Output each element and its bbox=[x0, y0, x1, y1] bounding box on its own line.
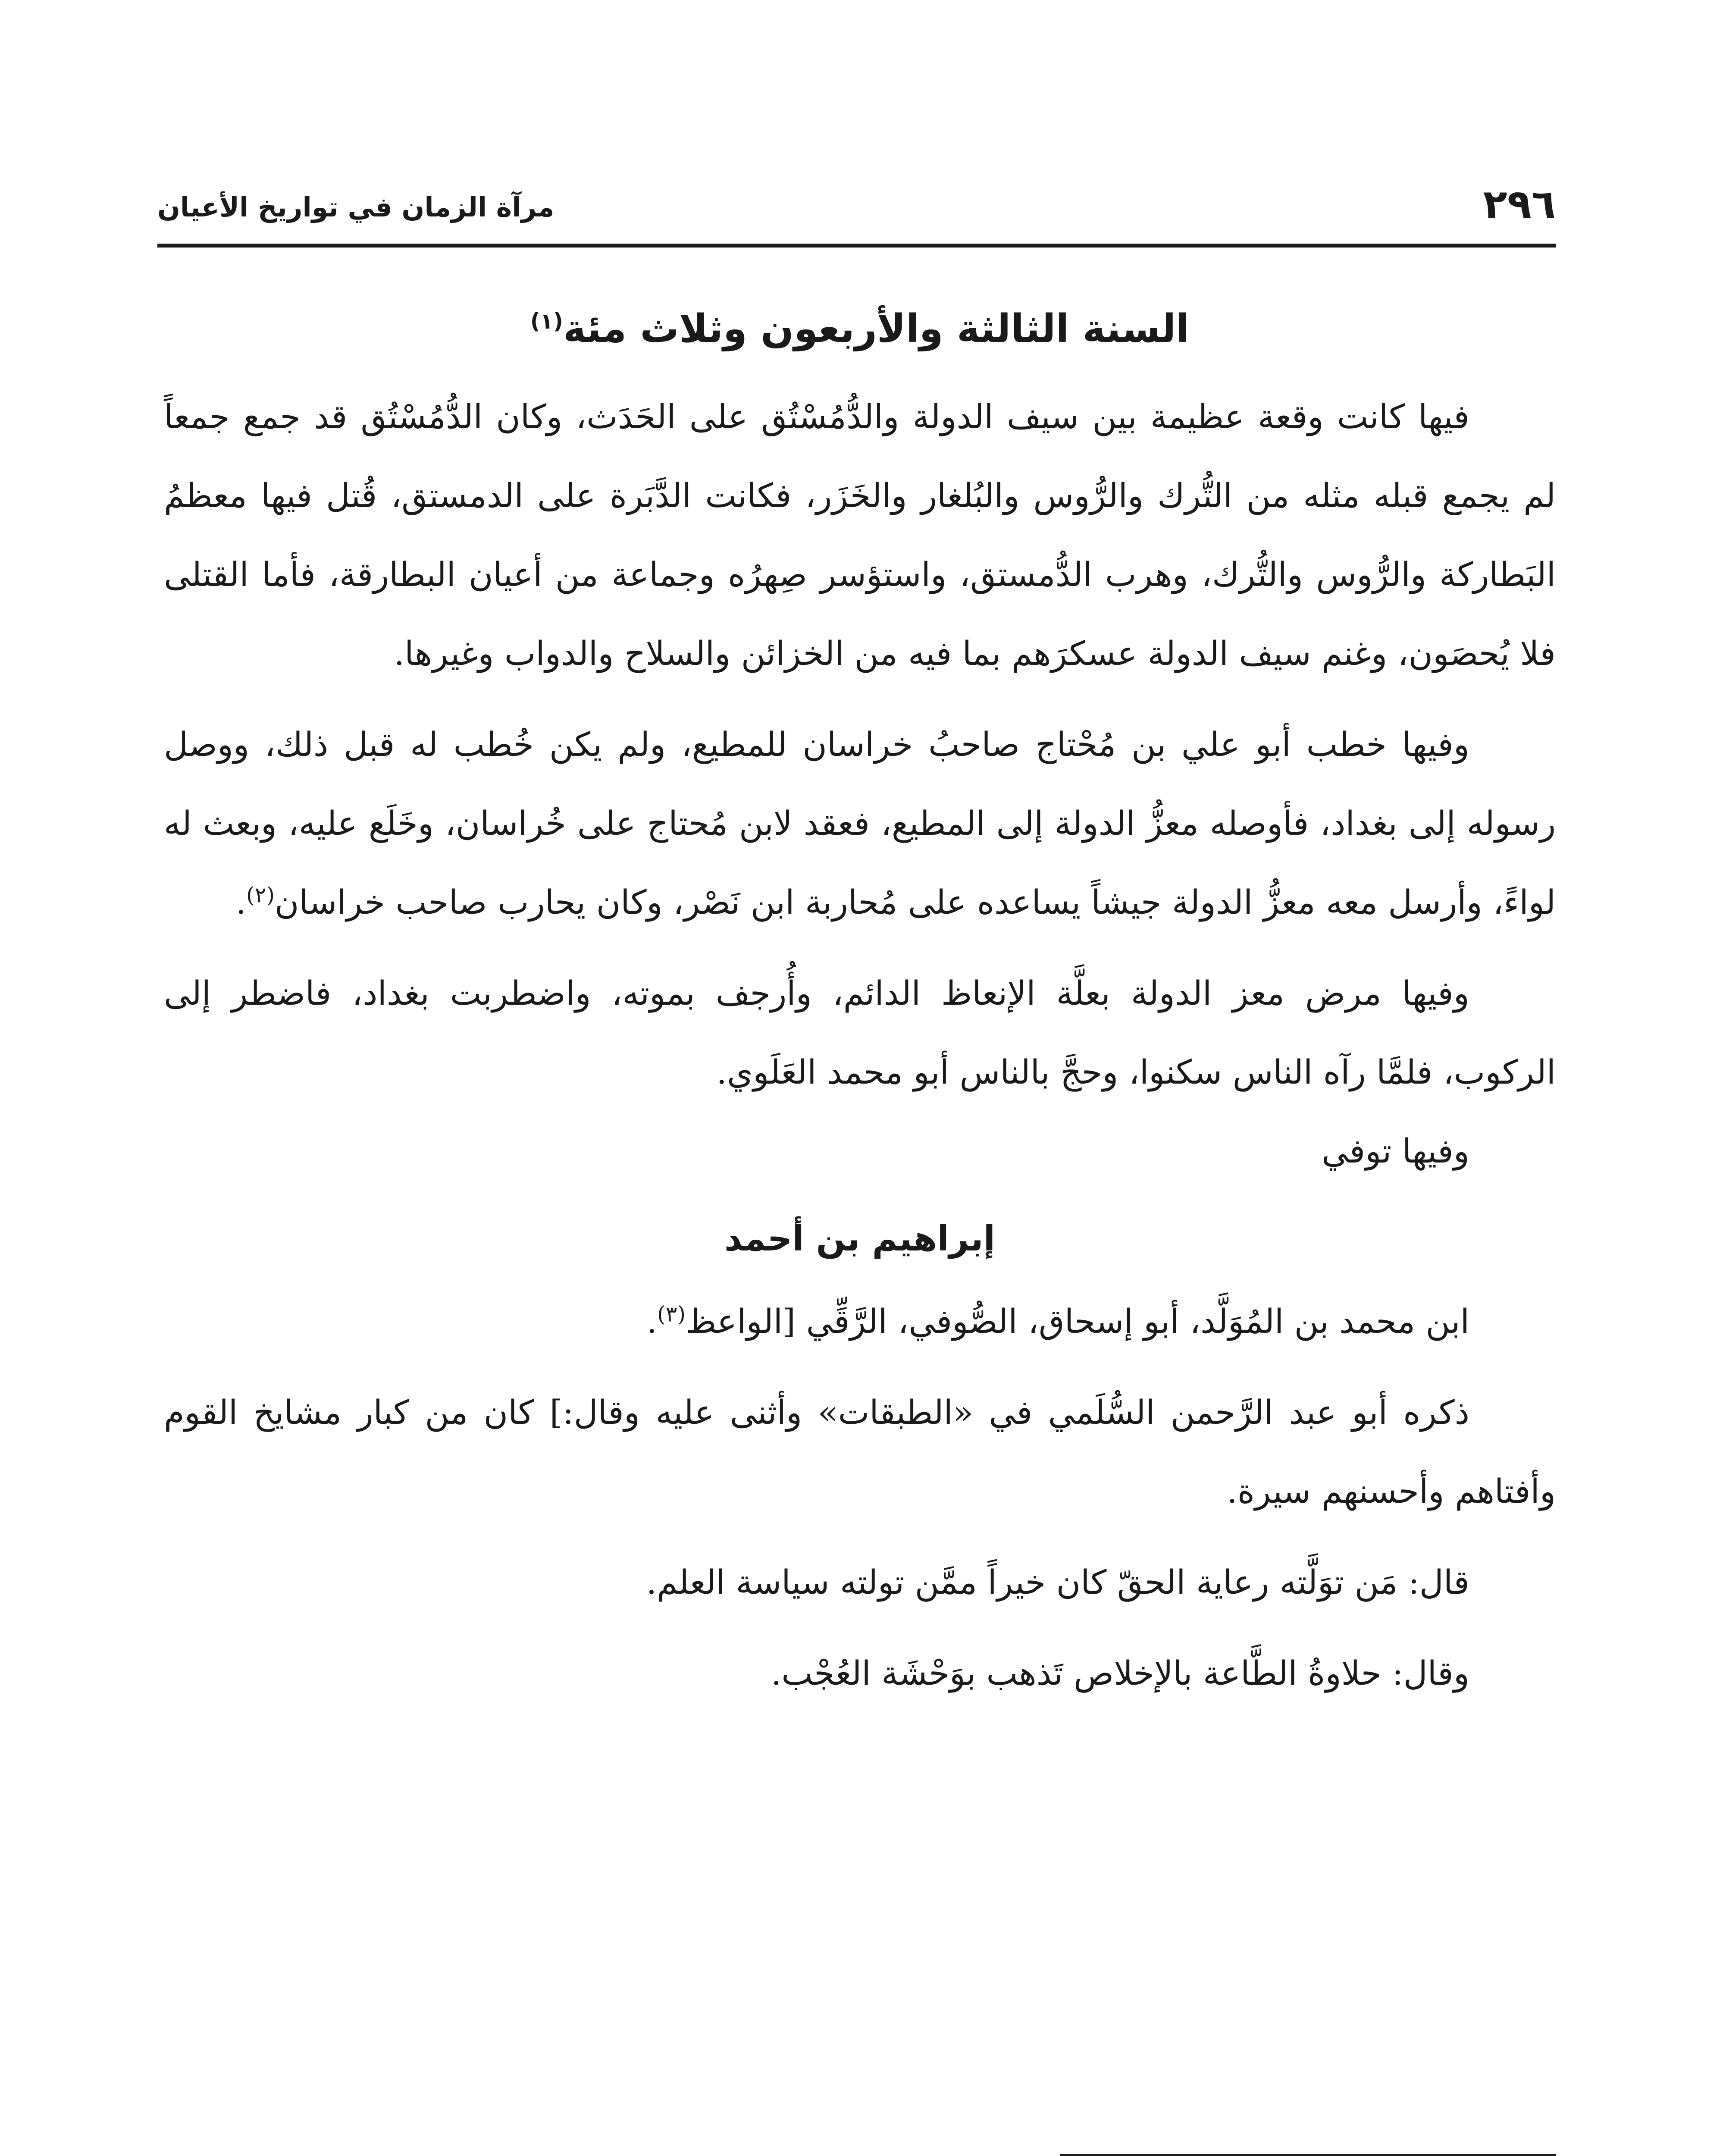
person-lineage bbox=[164, 1282, 1556, 1361]
page-number: ٢٩٦ bbox=[1483, 181, 1556, 227]
paragraph-illness: وفيها مرض معز الدولة بعلَّة الإنعاظ الدائم، وأُرجف بموته، واضطربت بغداد، فاضطر إلى الركوب، فلمَّا رآه الناس سكنوا، وحجَّ بالناس أبو محمد العَلَوي. bbox=[164, 975, 1556, 1092]
main-text bbox=[164, 302, 1556, 1713]
person-description: ذكره أبو عبد الرَّحمن السُّلَمي في «الطبقات» وأثنى عليه وقال:] كان من كبار مشايخ القوم وأفتاهم وأحسنهم سيرة. bbox=[164, 1394, 1556, 1511]
paragraph-battle: فيها كانت وقعة عظيمة بين سيف الدولة والدُّمُسْتُق على الحَدَث، وكان الدُّمُسْتُق قد جمع جمعاً لم يجمع قبله مثله من التُّرك والرُّوس والبُلغار والخَزَر، فكانت الدَّبَرة على الدمستق، قُتل فيها معظمُ البَطاركة والرُّوس والتُّرك، وهرب الدُّمستق، واستؤسر صِهرُه وجماعة من أعيان البطارقة، فأما القتلى فلا يُحصَون، وغنم سيف الدولة عسكرَهم بما فيه من الخزائن والسلاح والدواب وغيرها. bbox=[164, 398, 1556, 673]
person-lineage-end: . bbox=[646, 1303, 658, 1341]
paragraph-khutba bbox=[164, 705, 1556, 942]
person-quote-1: قال: مَن توَلَّته رعاية الحقّ كان خيراً ممَّن تولته سياسة العلم. bbox=[646, 1564, 1469, 1602]
footnote-ref-1[interactable]: (١) bbox=[530, 309, 564, 334]
running-title: مرآة الزمان في تواريخ الأعيان bbox=[157, 191, 554, 223]
footnote-rule bbox=[1060, 2154, 1556, 2156]
paragraph-khutba-text: وفيها خطب أبو علي بن مُحْتاج صاحبُ خراسان للمطيع، ولم يكن خُطب له قبل ذلك، ووصل رسوله إلى بغداد، فأوصله معزُّ الدولة إلى المطيع، فعقد لابن مُحتاج على خُراسان، وخَلَع عليه، وبعث له لواءً، وأرسل معه معزُّ الدولة جيشاً يساعده على مُحاربة ابن نَصْر، وكان يحارب صاحب خراسان bbox=[164, 726, 1556, 922]
section-title bbox=[164, 302, 1556, 356]
paragraph-khutba-end: . bbox=[235, 884, 247, 922]
header-rule bbox=[157, 244, 1556, 248]
footnote-ref-3[interactable]: (٣) bbox=[657, 1301, 686, 1327]
section-title-text: السنة الثالثة والأربعون وثلاث مئة bbox=[563, 306, 1190, 351]
page-header bbox=[157, 172, 1556, 227]
person-quote-2: وقال: حلاوةُ الطَّاعة بالإخلاص تَذهب بوَحْشَة العُجْب. bbox=[771, 1655, 1469, 1693]
footnote-ref-2[interactable]: (٢) bbox=[246, 882, 275, 908]
person-lineage-text: ابن محمد بن المُوَلَّد، أبو إسحاق، الصُّوفي، الرَّقِّي [الواعظ bbox=[686, 1303, 1469, 1341]
person-heading: إبراهيم بن أحمد bbox=[724, 1219, 996, 1259]
paragraph-deaths-intro: وفيها توفي bbox=[1322, 1132, 1469, 1171]
